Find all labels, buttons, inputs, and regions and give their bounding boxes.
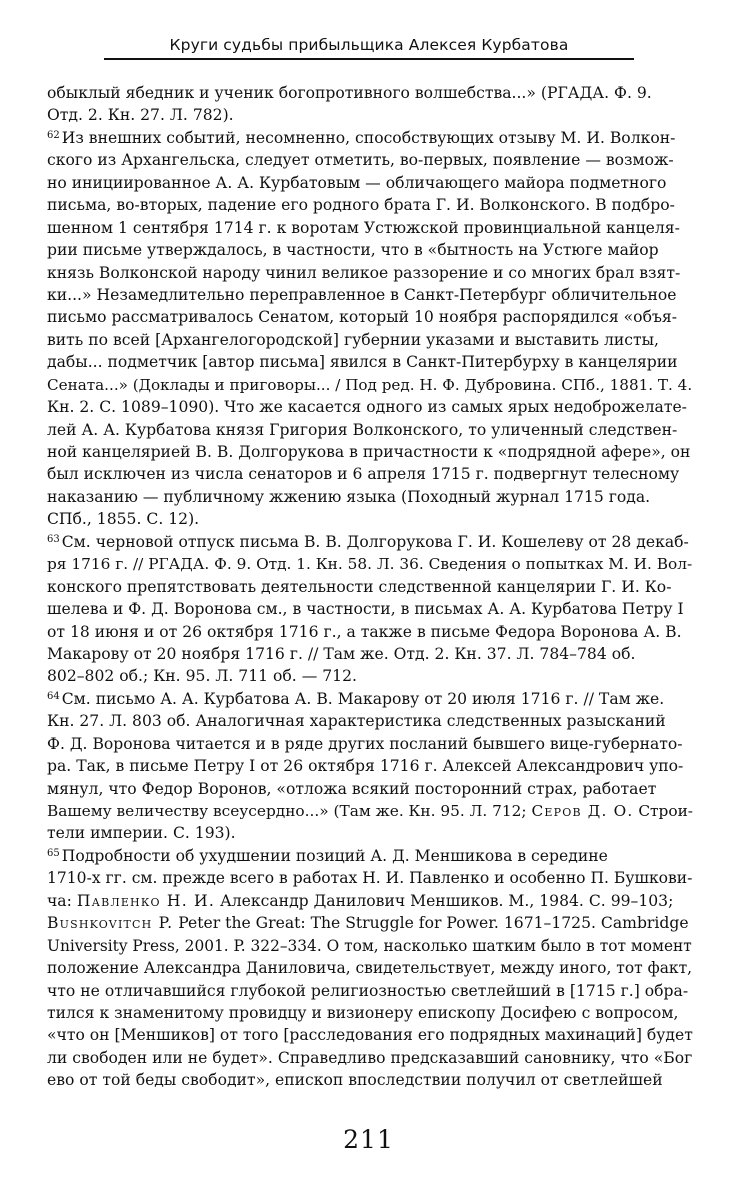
text-line: ра. Так, в письме Петру I от 26 октября 1716 г. Алексей Александрович упо- [47,757,684,776]
text-line: Отд. 2. Кн. 27. Л. 782). [47,106,234,125]
text-line: наказанию — публичному жжению языка (Походный журнал 1715 года. [47,487,651,506]
text-line: СПб., 1855. С. 12). [47,510,200,529]
text-line: шенном 1 сентября 1714 г. к воротам Устюжской провинциальной канцеля- [47,218,680,237]
author-name: Павленко Н. И. [76,891,215,910]
text-line: обыклый ябедник и ученик богопротивного волшебства...» (РГАДА. Ф. 9. [47,84,652,102]
text-line: ной канцелярией В. В. Долгорукова в причастности к «подрядной афере», он [47,443,691,461]
text-line [47,912,692,934]
text-line: Макарову от 20 ноября 1716 г. // Там же. Отд. 2. Кн. 37. Л. 784–784 об. [47,644,636,663]
text-line [47,845,692,867]
text-line: ского из Архангельска, следует отметить, во-первых, появление — возмож- [47,151,674,170]
text-line: что не отличавшийся глубокой религиозностью светлейший в [1715 г.] обра- [47,981,689,1000]
text-line: ря 1716 г. // РГАДА. Ф. 9. Отд. 1. Кн. 58. Л. 36. Сведения о попытках М. И. Вол- [47,555,693,574]
text-line: Кн. 27. Л. 803 об. Аналогичная характеристика следственных разысканий [47,712,666,731]
text-line: лей А. А. Курбатова князя Григория Волконского, то уличенный следствен- [47,420,678,439]
text-line: письма, во-вторых, падение его родного брата Г. И. Волконского. В подбро- [47,196,675,215]
text-line: ки...» Незамедлительно переправленное в Санкт-Петербург обличительное [47,285,677,304]
page-number: 211 [343,1125,394,1154]
author-name: Серов Д. О. [531,802,634,820]
text-line: Сената...» (Доклады и приговоры... / Под ред. Н. Ф. Дубровина. СПб., 1881. Т. 4. [47,375,693,394]
text-line: мянул, что Федор Воронов, «отложа всякий посторонний страх, работает [47,779,657,798]
text-line: от 18 июня и от 26 октября 1716 г., а также в письме Федора Воронова А. В. [47,622,682,641]
footnotes-text [47,82,692,1092]
footnote-number: 62 [47,129,60,141]
running-head: Круги судьбы прибыльщика Алексея Курбатова [169,36,569,54]
footnote-text: Из внешних событий, несомненно, способствующих отзыву М. И. Волкон- [61,128,676,147]
citation-text: ча: [47,891,77,910]
text-line: вить по всей [Архангелогородской] губернии указами и выставить листы, [47,330,660,349]
text-line: был исключен из числа сенаторов и 6 апреля 1715 г. подвергнут телесному [47,465,680,484]
citation-title: Александр Данилович Меншиков. М., 1984. С. 99–103; [215,891,674,910]
text-line: рии письме утверждалось, в частности, что в «бытность на Устюге майор [47,241,659,260]
text-line: Кн. 2. С. 1089–1090). Что же касается одного из самых ярых недоброжелате- [47,398,687,417]
footnote-text: См. черновой отпуск письма В. В. Долгорукова Г. И. Кошелеву от 28 декаб- [61,532,689,551]
text-line [47,800,692,822]
text-line: ево от той беды свободит», епископ впоследствии получил от светлейшей [47,1071,663,1090]
footnote-number: 65 [47,847,60,859]
text-line: конского препятствовать деятельности следственной канцелярии Г. И. Ко- [47,577,672,596]
author-name: Bushkovitch P. [47,914,174,933]
text-line: письмо рассматривалось Сенатом, который 10 ноября распорядился «объя- [47,308,677,327]
footnote-text: См. письмо А. А. Курбатова А. В. Макарову от 20 июля 1716 г. // Там же. [61,689,665,708]
text-line: князь Волконской народу чинил великое раззорение и со многих брал взят- [47,263,681,282]
citation-title: Строи- [633,802,693,820]
footnote-number: 63 [47,533,60,545]
text-line: дабы... подметчик [автор письма] явился в Санкт-Питербурху в канцелярии [47,353,678,372]
citation-title: Peter the Great: The Struggle for Power. 1671–1725. Cambridge [173,914,689,933]
text-line: тился к знаменитому провидцу и визионеру епископу Досифею с вопросом, [47,1003,679,1022]
text-line: но инициированное А. А. Курбатовым — обличающего майора подметного [47,173,667,192]
text-line: положение Александра Даниловича, свидетельствует, между иного, тот факт, [47,959,693,978]
citation-text: Вашему величеству всеусердно...» (Там же. Кн. 95. Л. 712; [47,802,532,820]
header-rule [104,58,634,60]
footnote-number: 64 [47,690,60,702]
text-line [47,890,692,912]
text-line: тели империи. С. 193). [47,824,236,843]
text-line: 802–802 об.; Кн. 95. Л. 711 об. — 712. [47,667,357,686]
footnote-text: Подробности об ухудшении позиций А. Д. Меншикова в середине [61,846,608,865]
text-line: ли свободен или не будет». Справедливо предсказавший сановнику, что «Бог [47,1048,693,1067]
text-line: «что он [Меншиков] от того [расследования его подрядных махинаций] будет [47,1026,693,1045]
text-line: 1710-х гг. см. прежде всего в работах Н. И. Павленко и особенно П. Бушкови- [47,869,693,888]
text-line [47,688,692,710]
text-line [47,127,692,149]
text-line: шелева и Ф. Д. Воронова см., в частности, в письмах А. А. Курбатова Петру I [47,600,684,619]
text-line [47,531,692,553]
text-line: Ф. Д. Воронова читается и в ряде других посланий бывшего вице-губернато- [47,734,683,753]
text-line: University Press, 2001. P. 322–334. О том, насколько шатким было в тот момент [47,936,692,955]
